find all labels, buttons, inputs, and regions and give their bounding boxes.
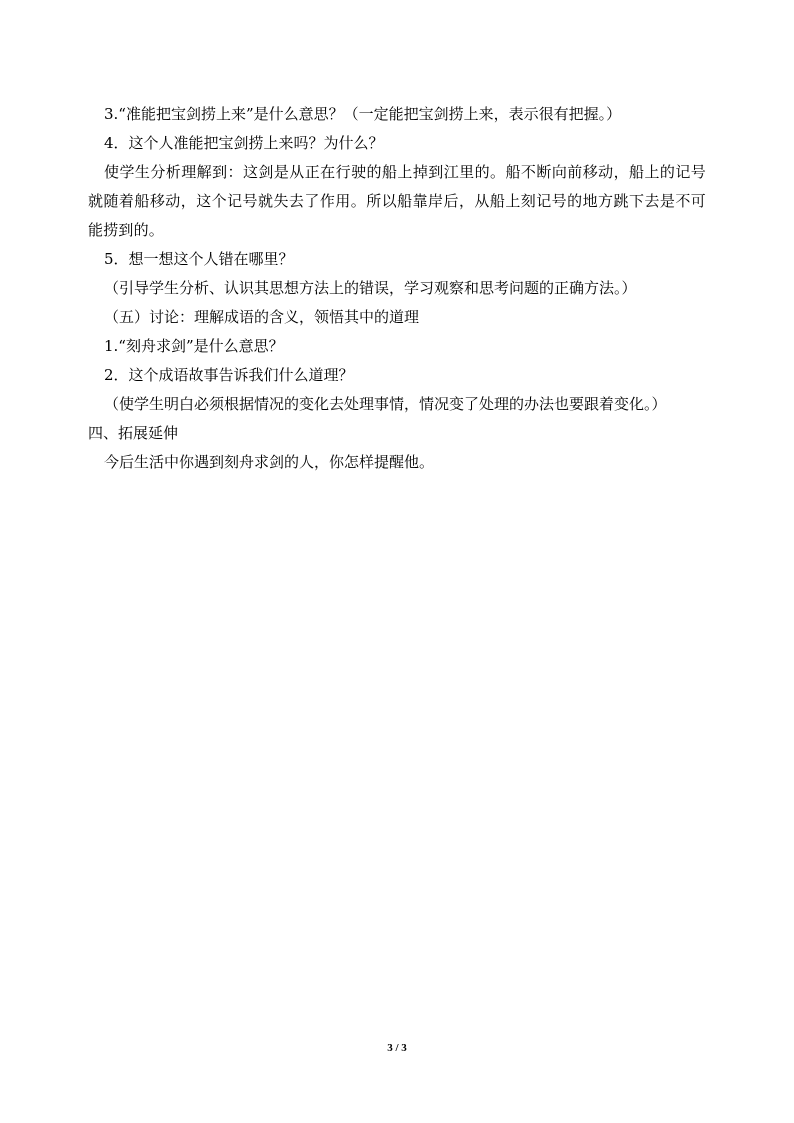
analysis-paragraph: 使学生分析理解到：这剑是从正在行驶的船上掉到江里的。船不断向前移动，船上的记号就随着船移动，这个记号就失去了作用。所以船靠岸后，从船上刻记号的地方跳下去是不可能捞到的。 xyxy=(88,163,706,239)
discussion-question-1: 1.“刻舟求剑”是什么意思？ xyxy=(104,337,284,355)
question-3: 3.“准能把宝剑捞上来”是什么意思？（一定能把宝剑捞上来，表示很有把握。） xyxy=(104,105,622,123)
question-4: 4．这个人准能把宝剑捞上来吗？为什么？ xyxy=(104,134,384,152)
section-heading-extension: 四、拓展延伸 xyxy=(88,424,179,442)
extension-task: 今后生活中你遇到刻舟求剑的人，你怎样提醒他。 xyxy=(104,453,435,471)
document-body xyxy=(0,100,794,477)
discussion-question-2: 2．这个成语故事告诉我们什么道理？ xyxy=(104,366,354,384)
page-number: 3 / 3 xyxy=(387,1042,407,1054)
guidance-note: （引导学生分析、认识其思想方法上的错误，学习观察和思考问题的正确方法。） xyxy=(104,279,637,297)
question-5: 5．想一想这个人错在哪里？ xyxy=(104,250,294,268)
lesson-note: （使学生明白必须根据情况的变化去处理事情，情况变了处理的办法也要跟着变化。） xyxy=(104,395,667,413)
section-discussion: （五）讨论：理解成语的含义，领悟其中的道理 xyxy=(104,308,420,326)
